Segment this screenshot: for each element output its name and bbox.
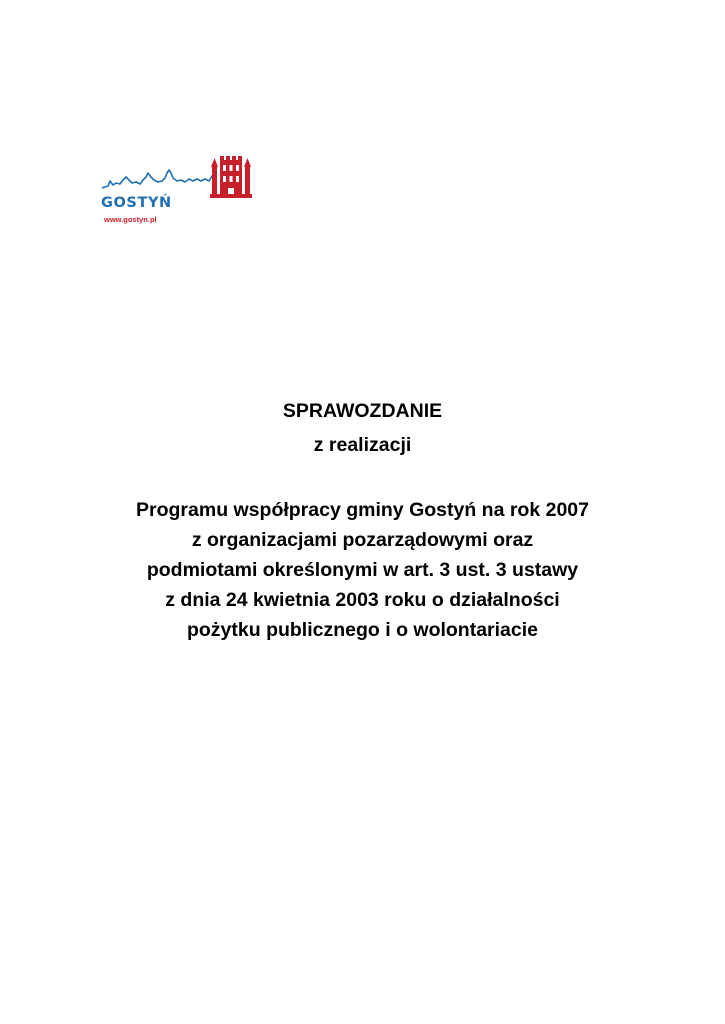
program-line: pożytku publicznego i o wolontariacie bbox=[186, 619, 539, 641]
gostyn-logo bbox=[100, 152, 260, 232]
logo-town-name: GOSTYŃ bbox=[101, 195, 172, 211]
skyline-outline bbox=[102, 170, 216, 188]
document-title: SPRAWOZDANIE bbox=[282, 400, 443, 422]
program-line: Programu współpracy gminy Gostyń na rok 2007 bbox=[136, 499, 589, 521]
program-line: z organizacjami pozarządowymi oraz bbox=[191, 529, 534, 551]
logo-website: www.gostyn.pl bbox=[104, 215, 157, 224]
program-line: z dnia 24 kwietnia 2003 roku o działalności bbox=[165, 589, 560, 611]
program-description bbox=[0, 495, 725, 645]
program-line: podmiotami określonymi w art. 3 ust. 3 ustawy bbox=[146, 559, 579, 581]
document-subtitle: z realizacji bbox=[313, 434, 412, 456]
